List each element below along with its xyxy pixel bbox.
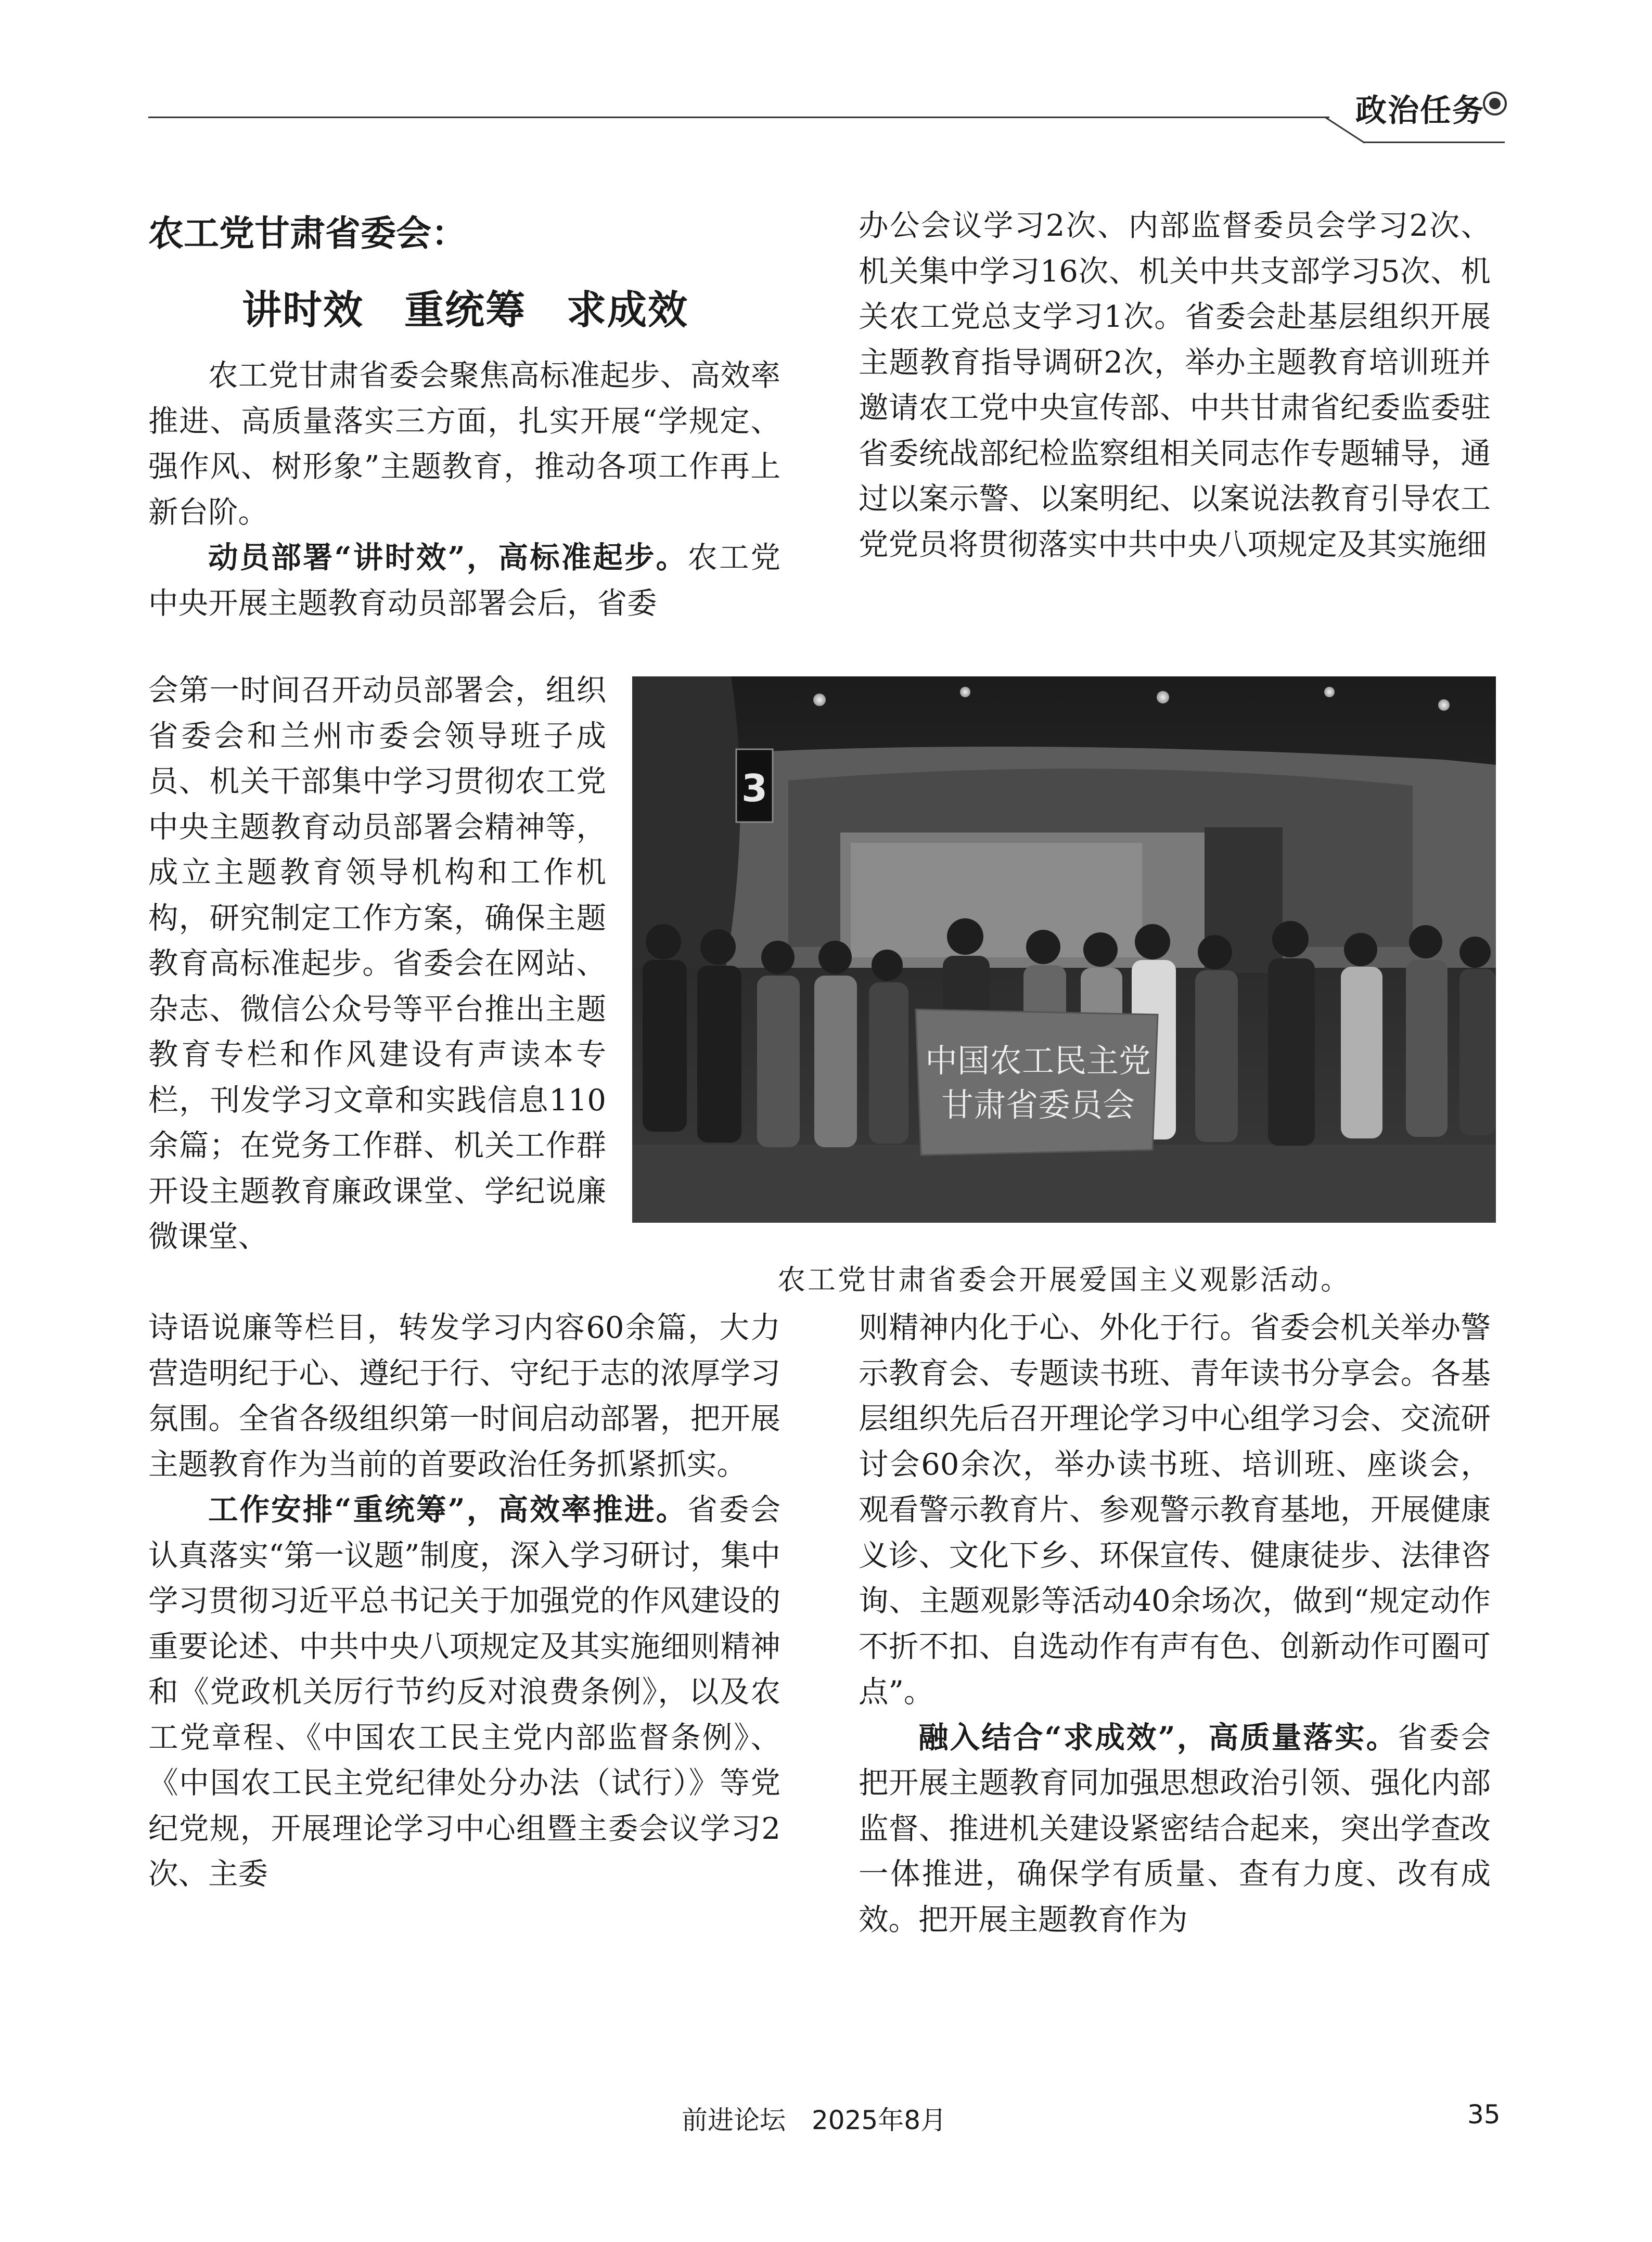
- right-column-top: [859, 203, 1491, 567]
- right-column-bottom: [859, 1305, 1491, 1942]
- banner-line-1: 中国农工民主党: [925, 1042, 1151, 1080]
- paragraph-1-lead: 动员部署“讲时效”，高标准起步。: [208, 540, 688, 575]
- footer-issue-date: 2025年8月: [812, 2105, 947, 2135]
- paragraph-1-text-a: 农工党中央开展主题教育动员部署会后，省委: [148, 540, 780, 621]
- header-rule-end: [1363, 142, 1505, 143]
- left-column-bottom: [148, 1305, 780, 1897]
- group-photo-illustration: [632, 676, 1496, 1223]
- paragraph-2-text: 省委会认真落实“第一议题”制度，深入学习研讨，集中学习贯彻习近平总书记关于加强党的作风建设的重要论述、中共中央八项规定及其实施细则精神和《党政机关厉行节约反对浪费条例》，以及农工党章程、《中国农工民主党内部监督条例》、《中国农工民主党纪律处分办法（试行）》等党纪党规，开展理论学习中心组暨主委会议学习2次、主委: [148, 1492, 780, 1891]
- footer-magazine-name: 前进论坛: [682, 2105, 786, 2135]
- paragraph-3-lead: 融入结合“求成效”，高质量落实。: [918, 1719, 1398, 1755]
- section-bullet-icon: [1483, 92, 1507, 116]
- paragraph-3-text: 省委会把开展主题教育同加强思想政治引领、强化内部监督、推进机关建设紧密结合起来，突出学查改一体推进，确保学有质量、查有力度、改有成效。把开展主题教育作为: [859, 1720, 1491, 1937]
- header-rule: [148, 117, 1329, 118]
- paragraph-1-text-c: 诗语说廉等栏目，转发学习内容60余篇，大力营造明纪于心、遵纪于行、守纪于志的浓厚学习氛围。全省各级组织第一时间启动部署，把开展主题教育作为当前的首要政治任务抓紧抓实。: [148, 1310, 780, 1482]
- photo-caption: 农工党甘肃省委会开展爱国主义观影活动。: [777, 1263, 1351, 1296]
- article-title: 农工党甘肃省委会：: [148, 213, 467, 254]
- page-number: 35: [1467, 2099, 1501, 2130]
- paragraph-2: [148, 1487, 780, 1897]
- hall-number: 3: [741, 766, 768, 810]
- banner-line-2: 甘肃省委员会: [941, 1086, 1135, 1124]
- article-subtitle: 讲时效 重统筹 求成效: [242, 287, 688, 333]
- paragraph-2-end: 则精神内化于心、外化于行。省委会机关举办警示教育会、专题读书班、青年读书分享会。各基层组织先后召开理论学习中心组学习会、交流研讨会60余次，举办读书班、培训班、座谈会，观看警示教育片、参观警示教育基地，开展健康义诊、文化下乡、环保宣传、健康徒步、法律咨询、主题观影等活动40余场次，做到“规定动作不折不扣、自选动作有声有色、创新动作可圈可点”。: [859, 1310, 1491, 1709]
- paragraph-1-start: [148, 535, 780, 626]
- left-column-top: [148, 353, 780, 626]
- group-photo: [632, 676, 1496, 1223]
- section-title: 政治任务: [1355, 93, 1484, 129]
- intro-paragraph: 农工党甘肃省委会聚焦高标准起步、高效率推进、高质量落实三方面，扎实开展“学规定、强作风、树形象”主题教育，推动各项工作再上新台阶。: [148, 358, 780, 530]
- paragraph-1-text-b: 会第一时间召开动员部署会，组织省委会和兰州市委会领导班子成员、机关干部集中学习贯彻农工党中央主题教育动员部署会精神等，成立主题教育领导机构和工作机构，研究制定工作方案，确保主题教育高标准起步。省委会在网站、杂志、微信公众号等平台推出主题教育专栏和作风建设有声读本专栏，刊发学习文章和实践信息110余篇；在党务工作群、机关工作群开设主题教育廉政课堂、学纪说廉微课堂、: [148, 673, 606, 1254]
- paragraph-2-continued: 办公会议学习2次、内部监督委员会学习2次、机关集中学习16次、机关中共支部学习5次、机关农工党总支学习1次。省委会赴基层组织开展主题教育指导调研2次，举办主题教育培训班并邀请农工党中央宣传部、中共甘肃省纪委监委驻省委统战部纪检监察组相关同志作专题辅导，通过以案示警、以案明纪、以案说法教育引导农工党党员将贯彻落实中共中央八项规定及其实施细: [859, 208, 1491, 562]
- paragraph-2-lead: 工作安排“重统筹”，高效率推进。: [208, 1492, 688, 1527]
- paragraph-3: [859, 1715, 1491, 1943]
- left-column-wrap: [148, 668, 606, 1260]
